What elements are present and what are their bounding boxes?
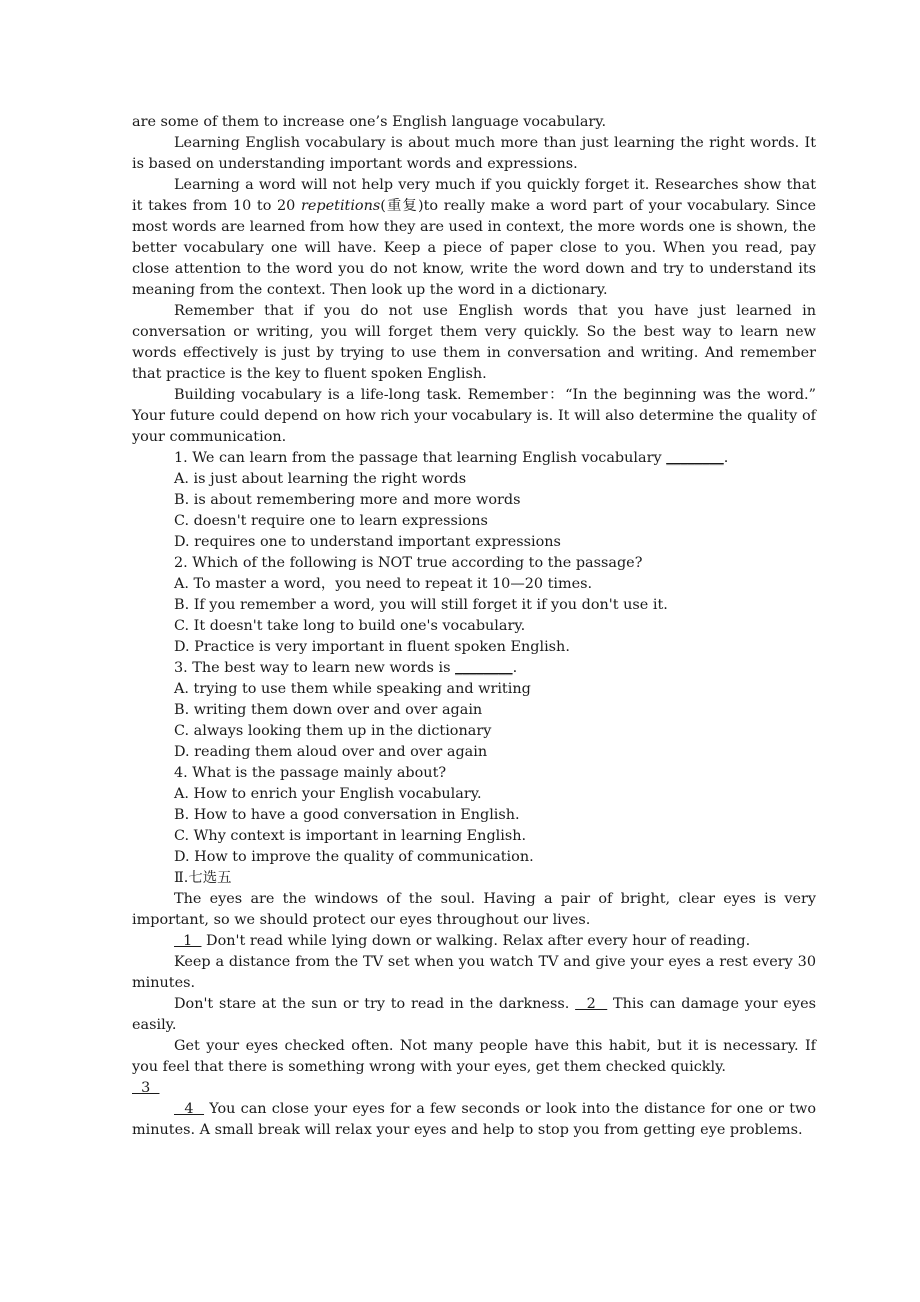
paragraph-text: You can close your eyes for a few seconds or look into the distance for one or two minutes. A small break will relax your eyes and help to stop you from getting eye problems. [132,1101,816,1138]
question-4-option-c: C. Why context is important in learning English. [174,828,527,844]
passage-paragraph-4: Building vocabulary is a life-long task. Remember：“In the beginning was the word.” Your future could depend on how rich your vocabulary is. It will also determine the quality of your communication. [132,387,816,445]
question-1-option-b: B. is about remembering more and more words [174,492,521,508]
question-text: 1. We can learn from the passage that learning English vocabulary [174,450,667,466]
section-2-paragraph-5 [132,1099,816,1141]
question-4-option-d: D. How to improve the quality of communication. [174,849,534,865]
passage-paragraph-1: Learning English vocabulary is about much more than just learning the right words. It is based on understanding important words and expressions. [132,135,816,172]
question-2-stem: 2. Which of the following is NOT true according to the passage? [174,555,643,571]
question-2-option-a: A. To master a word，you need to repeat it 10—20 times. [174,576,593,592]
section-2-gap-3-line [132,1078,816,1099]
question-end: . [723,450,729,466]
question-1-option-d: D. requires one to understand important expressions [174,534,561,550]
question-4-option-a: A. How to enrich your English vocabulary. [174,786,482,802]
question-3-stem [132,658,816,679]
section-2-paragraph-3 [132,994,816,1036]
paragraph-text: Don't read while lying down or walking. Relax after every hour of reading. [201,933,751,949]
question-4-stem: 4. What is the passage mainly about? [174,765,447,781]
answer-blank: ________ [666,450,724,466]
question-1-stem [132,448,816,469]
gap-4: 4 [174,1101,205,1117]
question-3-option-b: B. writing them down over and over again [174,702,483,718]
section-2-paragraph-2: Keep a distance from the TV set when you watch TV and give your eyes a rest every 30 minutes. [132,954,816,991]
gap-1: 1 [174,933,202,949]
section-2-paragraph-4: Get your eyes checked often. Not many people have this habit, but it is necessary. If you feel that there is something wrong with your eyes, get them checked quickly. [132,1038,816,1075]
question-3-option-d: D. reading them aloud over and over again [174,744,488,760]
paragraph-text: This can damage your eyes easily. [132,996,816,1033]
question-3-option-a: A. trying to use them while speaking and writing [174,681,531,697]
answer-blank: ________ [455,660,513,676]
question-2-option-b: B. If you remember a word, you will still forget it if you don't use it. [174,597,668,613]
paragraph-text: Don't stare at the sun or try to read in the darkness. [174,996,576,1012]
question-1-option-c: C. doesn't require one to learn expressions [174,513,488,529]
question-2-option-d: D. Practice is very important in fluent spoken English. [174,639,570,655]
section-2-title: Ⅱ.七选五 [174,870,232,886]
glossed-word: repetitions [301,198,381,214]
passage-paragraph-3: Remember that if you do not use English words that you have just learned in conversation or writing, you will forget them very quickly. So the best way to learn new words effectively is just by trying to use them in conversation and writing. And remember that practice is the key to fluent spoken English. [132,303,816,382]
question-1-option-a: A. is just about learning the right words [174,471,467,487]
question-2-option-c: C. It doesn't take long to build one's vocabulary. [174,618,526,634]
gap-2: 2 [575,996,608,1012]
section-2-intro: The eyes are the windows of the soul. Having a pair of bright, clear eyes is very important, so we should protect our eyes throughout our lives. [132,891,816,928]
passage-paragraph-0: are some of them to increase one’s English language vocabulary. [132,114,607,130]
question-3-option-c: C. always looking them up in the dictionary [174,723,492,739]
gap-3: 3 [132,1080,160,1096]
passage-text: Learning a word will not help very much if you quickly forget it. Researches show that it takes from 10 to 20 [132,177,816,214]
passage-paragraph-2 [132,175,816,301]
document-page [132,112,816,1141]
question-end: . [512,660,518,676]
question-text: 3. The best way to learn new words is [174,660,456,676]
passage-text: (重复)to really make a word part of your vocabulary. Since most words are learned from how they are used in context, the more words one is shown, the better vocabulary one will have. Keep a piece of paper close to you. When you read, pay close attention to the word you do not know, write the word down and try to understand its meaning from the context. Then look up the word in a dictionary. [132,198,816,298]
question-4-option-b: B. How to have a good conversation in English. [174,807,520,823]
section-2-paragraph-1 [132,931,816,952]
